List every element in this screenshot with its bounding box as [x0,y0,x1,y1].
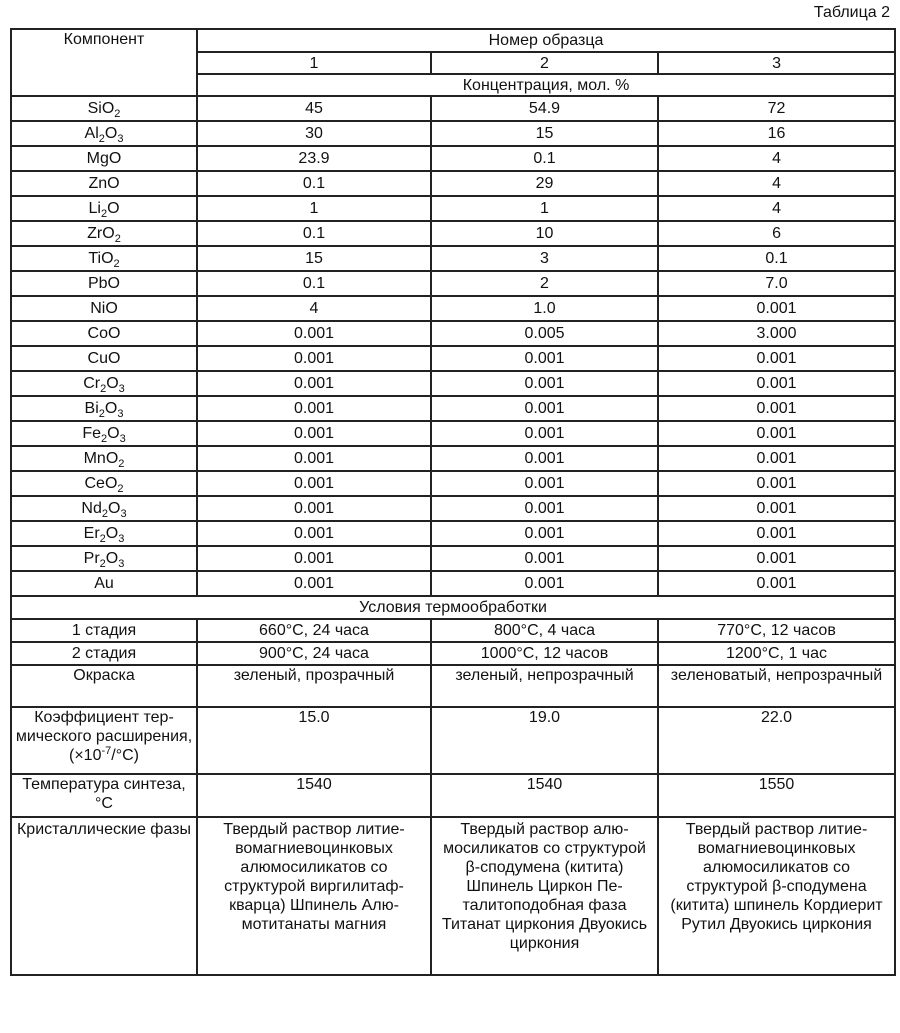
section-heat-treatment: Условия термообработки [11,596,895,619]
table-row [11,296,895,321]
stage1-value: 660°C, 24 часа [197,619,431,642]
concentration-value: 0.001 [658,471,895,496]
component-name: Au [11,571,197,596]
concentration-value: 0.001 [431,546,658,571]
table-row [11,221,895,246]
concentration-value: 0.001 [197,471,431,496]
concentration-value: 0.001 [431,346,658,371]
concentration-value: 1 [431,196,658,221]
component-name: NiO [11,296,197,321]
concentration-value: 0.1 [197,271,431,296]
stage2-value: 1000°C, 12 часов [431,642,658,665]
table-row [11,571,895,596]
table-row [11,271,895,296]
concentration-value: 15 [431,121,658,146]
synthesis-temp-value: 1550 [658,774,895,817]
concentration-value: 0.001 [658,446,895,471]
component-name: CuO [11,346,197,371]
crystal-phases-value: Твердый раствор алюмосиликатов со структурой β-сподумена (китита) Шпинель Циркон Петалитоподобная фаза Титанат циркония Двуокись циркония [431,817,658,975]
stage1-label: 1 стадия [11,619,197,642]
table-row [11,171,895,196]
concentration-value: 0.001 [431,496,658,521]
concentration-value: 0.001 [431,371,658,396]
table-row [11,96,895,121]
concentration-value: 45 [197,96,431,121]
concentration-value: 0.005 [431,321,658,346]
concentration-value: 72 [658,96,895,121]
concentration-value: 0.001 [197,371,431,396]
header-sample-2: 2 [431,52,658,74]
header-sample-3: 3 [658,52,895,74]
concentration-value: 0.001 [197,421,431,446]
cte-label: Коэффициент термического расширения, $(\times 10^{-7}/^\circ C)$ [11,707,197,774]
concentration-value: 0.001 [658,396,895,421]
stage2-value: 900°C, 24 часа [197,642,431,665]
stage1-value: 800°C, 4 часа [431,619,658,642]
concentration-value: 0.001 [431,421,658,446]
concentration-value: 16 [658,121,895,146]
concentration-value: 0.001 [197,396,431,421]
stage2-label: 2 стадия [11,642,197,665]
color-value: зеленый, непрозрачный [431,665,658,707]
concentration-value: 0.001 [658,421,895,446]
synthesis-temp-value: 1540 [431,774,658,817]
component-name: CeO$_2$ [11,471,197,496]
concentration-value: 3 [431,246,658,271]
table-row [11,471,895,496]
color-value: зеленый, прозрачный [197,665,431,707]
concentration-value: 30 [197,121,431,146]
component-name: $Er_2O_3$ [11,521,197,546]
concentration-value: 29 [431,171,658,196]
table-row [11,346,895,371]
crystal-phases-value: Твердый раствор литиевомагниевоцинковых алюмосиликатов со структурой β-сподумена (китита) шпинель Кордиерит Рутил Двуокись циркония [658,817,895,975]
concentration-value: 4 [658,196,895,221]
color-value: зеленоватый, непрозрачный [658,665,895,707]
crystal-phases-label: Кристаллические фазы [11,817,197,975]
concentration-value: 2 [431,271,658,296]
concentration-value: 0.001 [431,521,658,546]
concentration-value: 0.001 [197,346,431,371]
composition-table [10,28,896,976]
concentration-value: 10 [431,221,658,246]
concentration-value: 0.001 [197,321,431,346]
table-row [11,321,895,346]
stage2-value: 1200°C, 1 час [658,642,895,665]
concentration-value: 0.001 [431,571,658,596]
table-row [11,246,895,271]
concentration-value: 0.001 [197,496,431,521]
table-row [11,546,895,571]
table-row [11,446,895,471]
component-name: ZnO [11,171,197,196]
concentration-value: 0.001 [658,571,895,596]
header-component: Компонент [11,29,197,96]
concentration-value: 0.001 [431,446,658,471]
component-name: $Cr_2O_3$ [11,371,197,396]
component-name: SiO$_2$ [11,96,197,121]
cte-value: 22.0 [658,707,895,774]
component-name: ZrO$_2$ [11,221,197,246]
header-concentration: Концентрация, мол. % [197,74,895,96]
synthesis-temp-value: 1540 [197,774,431,817]
component-name: $Nd_2O_3$ [11,496,197,521]
concentration-value: 0.001 [431,396,658,421]
concentration-value: 54.9 [431,96,658,121]
concentration-value: 0.001 [658,496,895,521]
table-row [11,371,895,396]
concentration-value: 15 [197,246,431,271]
concentration-value: 7.0 [658,271,895,296]
concentration-value: 1 [197,196,431,221]
concentration-value: 0.001 [197,571,431,596]
concentration-value: 6 [658,221,895,246]
concentration-value: 0.1 [197,221,431,246]
concentration-value: 0.001 [658,296,895,321]
stage1-value: 770°C, 12 часов [658,619,895,642]
cte-value: 19.0 [431,707,658,774]
header-sample-1: 1 [197,52,431,74]
concentration-value: 0.1 [197,171,431,196]
component-name: $Bi_2O_3$ [11,396,197,421]
concentration-value: 0.001 [197,521,431,546]
concentration-value: 23.9 [197,146,431,171]
concentration-value: 4 [658,171,895,196]
concentration-value: 1.0 [431,296,658,321]
table-caption: Таблица 2 [813,4,890,21]
concentration-value: 3.000 [658,321,895,346]
concentration-value: 4 [197,296,431,321]
concentration-value: 0.001 [658,371,895,396]
table-row [11,146,895,171]
component-name: TiO$_2$ [11,246,197,271]
component-name: CoO [11,321,197,346]
crystal-phases-value: Твердый раствор литиевомагниевоцинковых алюмосиликатов со структурой виргилитафкварца) Шпинель Алюмотитанаты магния [197,817,431,975]
component-name: $Li_2O$ [11,196,197,221]
table-row [11,421,895,446]
color-label: Окраска [11,665,197,707]
component-name: $Al_2O_3$ [11,121,197,146]
concentration-value: 0.1 [658,246,895,271]
table-row [11,496,895,521]
component-name: MgO [11,146,197,171]
table-row [11,521,895,546]
component-name: PbO [11,271,197,296]
table-row [11,196,895,221]
concentration-value: 0.1 [431,146,658,171]
component-name: $Fe_2O_3$ [11,421,197,446]
concentration-value: 4 [658,146,895,171]
synthesis-temp-label: Температура синтеза, °C [11,774,197,817]
concentration-value: 0.001 [658,521,895,546]
concentration-value: 0.001 [658,346,895,371]
concentration-value: 0.001 [197,546,431,571]
concentration-value: 0.001 [658,546,895,571]
table-row [11,396,895,421]
cte-value: 15.0 [197,707,431,774]
header-sample-number: Номер образца [197,29,895,52]
concentration-value: 0.001 [431,471,658,496]
component-name: MnO$_2$ [11,446,197,471]
concentration-value: 0.001 [197,446,431,471]
table-row [11,121,895,146]
component-name: $Pr_2O_3$ [11,546,197,571]
